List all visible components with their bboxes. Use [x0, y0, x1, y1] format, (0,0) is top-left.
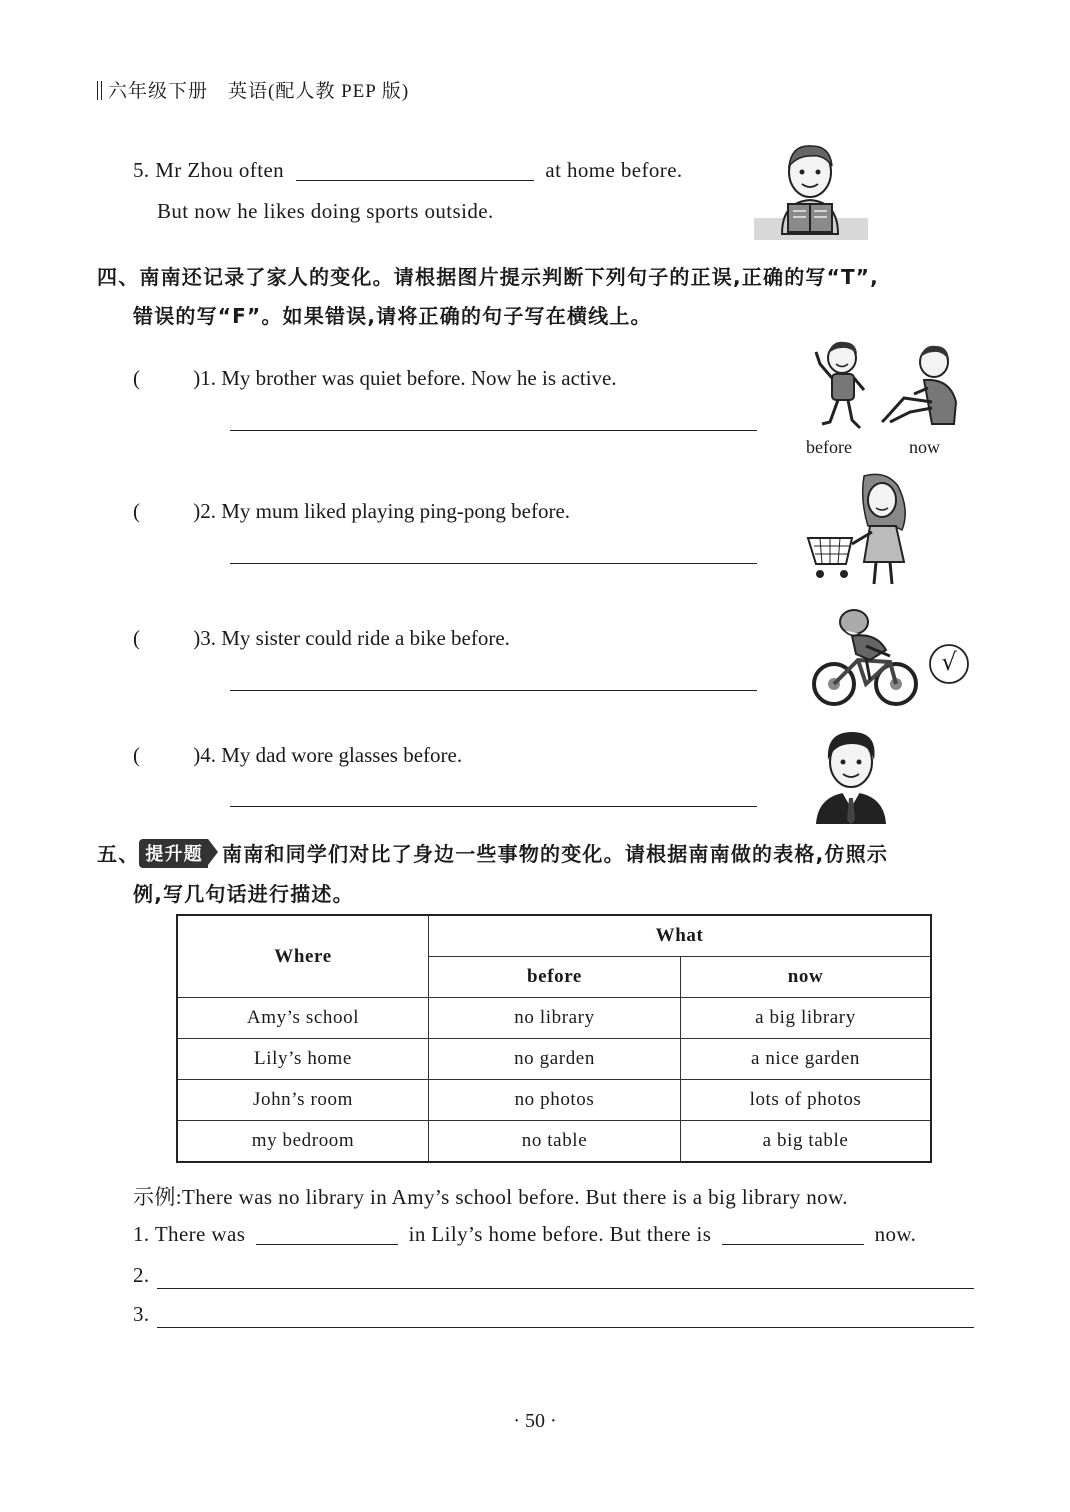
judge-sentence-2: 2. My mum liked playing ping-pong before. [200, 499, 571, 523]
sentence-2-line[interactable] [157, 1288, 974, 1289]
judge-sentence-4: 4. My dad wore glasses before. [200, 743, 463, 767]
cell-before: no garden [429, 1039, 681, 1080]
judge-sentence-3: 3. My sister could ride a bike before. [200, 626, 510, 650]
table-row [177, 1121, 931, 1163]
q5-text-before: Mr Zhou often [155, 158, 285, 182]
level-up-badge: 提升题 [139, 839, 208, 868]
sentence-3-line[interactable] [157, 1327, 974, 1328]
check-mark: √ [941, 648, 957, 676]
sentence-1-part-b: in Lily’s home before. But there is [408, 1222, 712, 1246]
caption-now: now [909, 437, 940, 457]
paren-open: ( [133, 743, 140, 767]
cell-now: a big table [681, 1121, 932, 1163]
table-row [177, 998, 931, 1039]
section4-title-line2: 错误的写“F”。如果错误,请将正确的句子写在横线上。 [133, 304, 652, 328]
q5-answer-blank[interactable] [296, 180, 534, 181]
cell-now: a nice garden [681, 1039, 932, 1080]
judge-item-2 [133, 499, 570, 524]
cell-before: no photos [429, 1080, 681, 1121]
judge-item-4 [133, 743, 462, 768]
q5-line1 [133, 158, 683, 183]
correction-line-2[interactable] [230, 563, 757, 564]
section5-title-line1 [97, 838, 888, 868]
quiet-boy-illustration [880, 342, 962, 428]
section5-title-line2: 例,写几句话进行描述。 [133, 882, 354, 906]
caption-before: before [806, 437, 852, 457]
table-row [177, 1080, 931, 1121]
q5-text-after: at home before. [545, 158, 683, 182]
judge-item-3 [133, 626, 510, 651]
dad-illustration [812, 728, 890, 824]
paren-close: ) [193, 499, 201, 523]
q5-number: 5. [133, 158, 150, 182]
sentence-1-blank-1[interactable] [256, 1244, 398, 1245]
example-sentence: 示例:There was no library in Amy’s school before. But there is a big library now. [133, 1185, 848, 1209]
sentence-1-blank-2[interactable] [722, 1244, 864, 1245]
table-row [177, 1039, 931, 1080]
reading-boy-illustration [752, 138, 870, 246]
cell-where: John’s room [177, 1080, 429, 1121]
cell-where: Lily’s home [177, 1039, 429, 1080]
header-now: now [681, 957, 932, 998]
girl-riding-bike-illustration [810, 604, 920, 712]
cell-now: a big library [681, 998, 932, 1039]
header-what: What [429, 915, 932, 957]
paren-close: ) [193, 366, 201, 390]
page-number: · 50 · [513, 1410, 557, 1432]
sentence-1 [133, 1222, 916, 1247]
judge-item-1 [133, 366, 617, 391]
cell-before: no library [429, 998, 681, 1039]
sentence-1-part-a: 1. There was [133, 1222, 246, 1246]
active-boy-illustration [808, 338, 878, 434]
cell-now: lots of photos [681, 1080, 932, 1121]
correction-line-4[interactable] [230, 806, 757, 807]
header-text: 六年级下册 英语(配人教 PEP 版) [108, 81, 410, 102]
changes-table [176, 914, 932, 1163]
sentence-2-number: 2. [133, 1263, 150, 1287]
q5-line2: But now he likes doing sports outside. [157, 199, 494, 223]
sentence-3-number: 3. [133, 1302, 150, 1326]
cell-where: Amy’s school [177, 998, 429, 1039]
mum-shopping-illustration [806, 470, 914, 588]
running-header [97, 76, 409, 103]
header-bar-mark [97, 81, 102, 100]
paren-open: ( [133, 499, 140, 523]
cell-before: no table [429, 1121, 681, 1163]
paren-close: ) [193, 626, 201, 650]
header-where: Where [177, 915, 429, 998]
paren-open: ( [133, 366, 140, 390]
cell-where: my bedroom [177, 1121, 429, 1163]
correction-line-3[interactable] [230, 690, 757, 691]
section5-title-text: 南南和同学们对比了身边一些事物的变化。请根据南南做的表格,仿照示 [222, 842, 889, 866]
sentence-1-part-c: now. [874, 1222, 917, 1246]
section5-number: 五、 [97, 842, 140, 866]
header-before: before [429, 957, 681, 998]
section4-title-line1: 四、南南还记录了家人的变化。请根据图片提示判断下列句子的正误,正确的写“T”, [97, 265, 879, 289]
correction-line-1[interactable] [230, 430, 757, 431]
judge-sentence-1: 1. My brother was quiet before. Now he is active. [200, 366, 617, 390]
paren-close: ) [193, 743, 201, 767]
paren-open: ( [133, 626, 140, 650]
